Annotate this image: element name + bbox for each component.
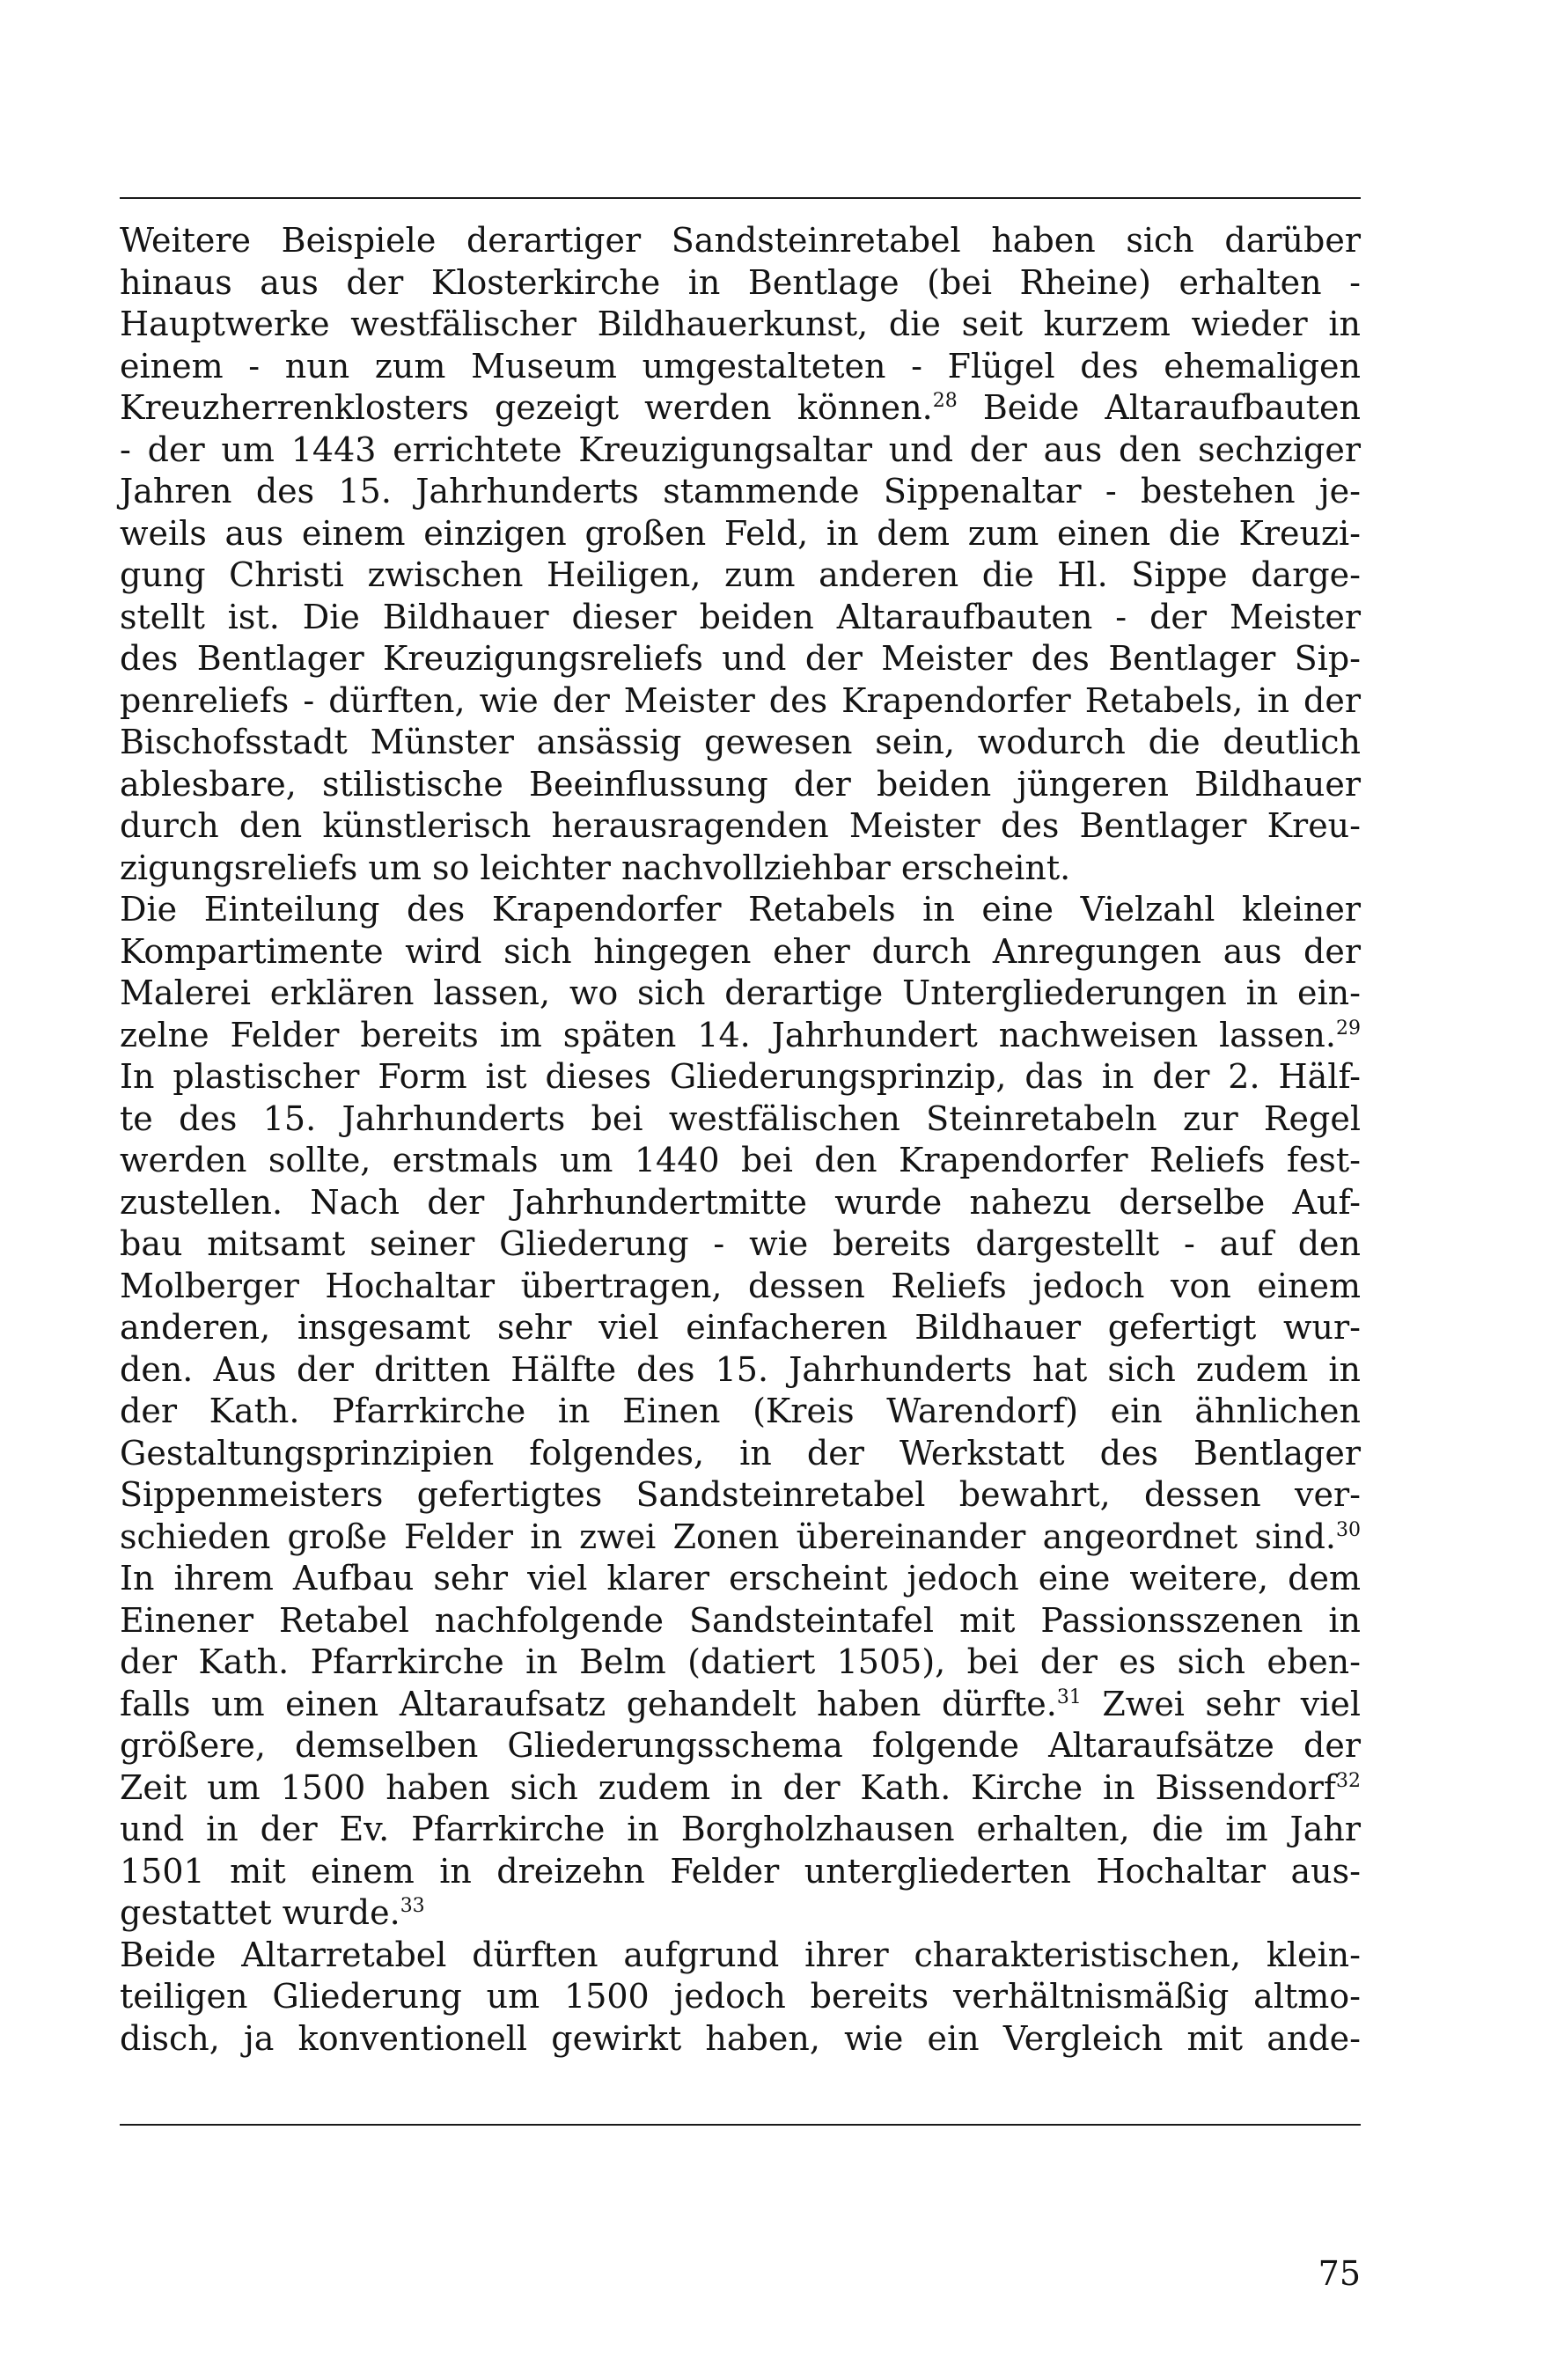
text-line (120, 1600, 1361, 1642)
footnote-marker: 30 (1336, 1518, 1361, 1541)
text-line (120, 1517, 1361, 1559)
line-text: ablesbare, stilistische Beeinflussung der beiden jüngeren Bildhauer (120, 764, 1361, 804)
text-line (120, 1223, 1361, 1266)
line-text: größere, demselben Gliederungsschema folgende Altaraufsätze der (120, 1726, 1361, 1765)
line-text: den. Aus der dritten Hälfte des 15. Jahrhunderts hat sich zudem in (120, 1349, 1361, 1389)
line-text: Zeit um 1500 haben sich zudem in der Kath. Kirche in Bissendorf (120, 1767, 1336, 1807)
page-number: 75 (1318, 2254, 1361, 2293)
footnote-marker: 32 (1336, 1769, 1361, 1792)
line-text: In plastischer Form ist dieses Gliederungsprinzip, das in der 2. Hälf- (120, 1057, 1361, 1096)
line-text: Jahren des 15. Jahrhunderts stammende Sippenaltar - bestehen je- (120, 472, 1361, 511)
text-line (120, 1558, 1361, 1600)
line-text: Bischofsstadt Münster ansässig gewesen sein, wodurch die deutlich (120, 723, 1361, 761)
line-text: Kreuzherrenklosters gezeigt werden können. (120, 388, 933, 427)
text-line (120, 1182, 1361, 1224)
text-line (120, 2018, 1361, 2060)
text-line (120, 1140, 1361, 1182)
line-text: Die Einteilung des Krapendorfer Retabels in eine Vielzahl kleiner (120, 890, 1361, 929)
line-text: der Kath. Pfarrkirche in Einen (Kreis Warendorf) ein ähnlichen (120, 1392, 1361, 1430)
line-text: Weitere Beispiele derartiger Sandsteinretabel haben sich darüber (120, 221, 1361, 260)
footnote-marker: 33 (400, 1895, 425, 1917)
text-line (120, 638, 1361, 680)
line-text: gestattet wurde. (120, 1893, 400, 1932)
line-text: anderen, insgesamt sehr viel einfacheren Bildhauer gefertigt wur- (120, 1308, 1361, 1347)
line-text: weils aus einem einzigen großen Feld, in dem zum einen die Kreuzi- (120, 513, 1361, 553)
text-line (120, 805, 1361, 848)
line-text: 1501 mit einem in dreizehn Felder untergliederten Hochaltar aus- (120, 1851, 1361, 1891)
text-line (120, 471, 1361, 513)
footnote-marker: 31 (1056, 1686, 1082, 1708)
text-line (120, 304, 1361, 346)
text-line (120, 1433, 1361, 1475)
text-line (120, 1725, 1361, 1767)
text-line (120, 1056, 1361, 1098)
text-line (120, 1851, 1361, 1893)
line-text: und in der Ev. Pfarrkirche in Borgholzhausen erhalten, die im Jahr (120, 1810, 1361, 1848)
text-line (120, 1474, 1361, 1517)
text-line (120, 931, 1361, 973)
text-line (120, 1098, 1361, 1141)
text-line (120, 973, 1361, 1015)
line-text: zustellen. Nach der Jahrhundertmitte wurde nahezu derselbe Auf- (120, 1182, 1361, 1222)
line-text: gung Christi zwischen Heiligen, zum anderen die Hl. Sippe darge- (120, 555, 1361, 594)
line-text: Molberger Hochaltar übertragen, dessen Reliefs jedoch von einem (120, 1266, 1361, 1305)
line-text: te des 15. Jahrhunderts bei westfälischen Steinretabeln zur Regel (120, 1098, 1361, 1138)
text-line (120, 597, 1361, 639)
text-line (120, 220, 1361, 262)
text-line (120, 1976, 1361, 2018)
line-text: In ihrem Aufbau sehr viel klarer erscheint jedoch eine weitere, dem (120, 1559, 1361, 1598)
line-text: Gestaltungsprinzipien folgendes, in der Werkstatt des Bentlager (120, 1433, 1361, 1473)
text-line (120, 1391, 1361, 1433)
line-text: Hauptwerke westfälischer Bildhauerkunst, die seit kurzem wieder in (120, 305, 1361, 343)
text-line (120, 1266, 1361, 1308)
text-line (120, 764, 1361, 806)
line-text: schieden große Felder in zwei Zonen übereinander angeordnet sind. (120, 1517, 1336, 1556)
line-text: des Bentlager Kreuzigungsreliefs und der Meister des Bentlager Sip- (120, 639, 1361, 678)
line-text: - der um 1443 errichtete Kreuzigungsaltar und der aus den sechziger (120, 430, 1361, 469)
text-line (120, 262, 1361, 305)
text-line (120, 1642, 1361, 1684)
line-text: bau mitsamt seiner Gliederung - wie bereits dargestellt - auf den (120, 1224, 1361, 1263)
line-text: Malerei erklären lassen, wo sich derartige Untergliederungen in ein- (120, 973, 1361, 1012)
line-text: Einener Retabel nachfolgende Sandsteintafel mit Passionsszenen in (120, 1600, 1361, 1640)
text-line (120, 387, 1361, 430)
line-text-continued: Zwei sehr viel (1081, 1684, 1361, 1723)
body-text (120, 220, 1361, 2060)
line-text: disch, ja konventionell gewirkt haben, wie ein Vergleich mit ande- (120, 2018, 1361, 2058)
text-line (120, 1809, 1361, 1851)
line-text: penreliefs - dürften, wie der Meister des Krapendorfer Retabels, in der (120, 680, 1361, 720)
text-line (120, 1892, 1361, 1935)
line-text: zigungsreliefs um so leichter nachvollziehbar erscheint. (120, 848, 1071, 887)
line-text: einem - nun zum Museum umgestalteten - Flügel des ehemaligen (120, 346, 1361, 386)
top-rule (120, 197, 1361, 199)
line-text: falls um einen Altaraufsatz gehandelt haben dürfte. (120, 1684, 1057, 1723)
text-line (120, 848, 1361, 890)
footnote-marker: 29 (1336, 1017, 1361, 1039)
bottom-rule (120, 2124, 1361, 2126)
text-line (120, 1349, 1361, 1392)
text-line (120, 555, 1361, 597)
footnote-marker: 28 (932, 390, 958, 412)
line-text: hinaus aus der Klosterkirche in Bentlage (bei Rheine) erhalten - (120, 262, 1361, 302)
text-line (120, 513, 1361, 555)
text-line (120, 1767, 1361, 1810)
text-line (120, 430, 1361, 472)
line-text: durch den künstlerisch herausragenden Meister des Bentlager Kreu- (120, 806, 1361, 845)
text-line (120, 1015, 1361, 1057)
text-line (120, 1307, 1361, 1349)
line-text: zelne Felder bereits im späten 14. Jahrhundert nachweisen lassen. (120, 1015, 1336, 1054)
line-text: Beide Altarretabel dürften aufgrund ihrer charakteristischen, klein- (120, 1935, 1361, 1974)
line-text: teiligen Gliederung um 1500 jedoch bereits verhältnismäßig altmo- (120, 1977, 1361, 2016)
line-text: der Kath. Pfarrkirche in Belm (datiert 1505), bei der es sich eben- (120, 1642, 1361, 1681)
line-text: werden sollte, erstmals um 1440 bei den Krapendorfer Reliefs fest- (120, 1141, 1361, 1179)
line-text: stellt ist. Die Bildhauer dieser beiden Altaraufbauten - der Meister (120, 597, 1361, 636)
line-text: Kompartimente wird sich hingegen eher durch Anregungen aus der (120, 931, 1361, 971)
line-text: Sippenmeisters gefertigtes Sandsteinretabel bewahrt, dessen ver- (120, 1475, 1361, 1514)
text-line (120, 680, 1361, 723)
text-line (120, 1935, 1361, 1977)
text-line (120, 722, 1361, 764)
text-line (120, 1684, 1361, 1726)
text-line (120, 889, 1361, 931)
line-text-continued: Beide Altaraufbauten (957, 388, 1361, 427)
text-line (120, 346, 1361, 388)
